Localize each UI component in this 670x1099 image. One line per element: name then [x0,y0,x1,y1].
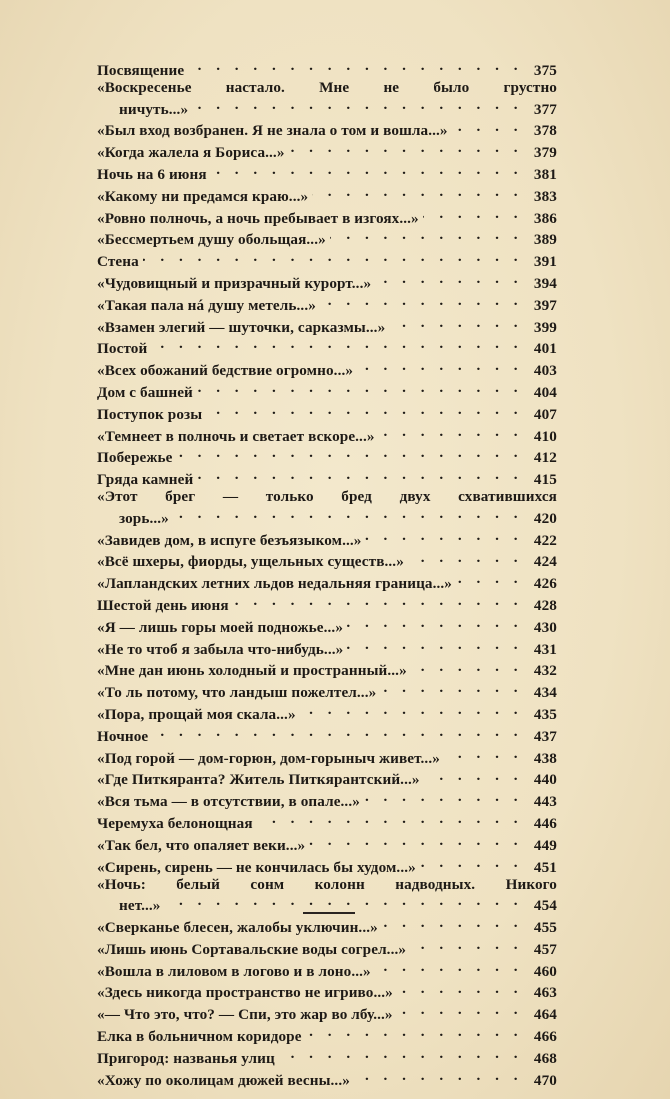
page-number: 440 [533,771,557,789]
entry-title: «Вошла в лиловом в логово и в лоно...» [97,962,371,980]
page-number: 375 [533,61,557,79]
entry-title: «То ль потому, что ландыш пожелтел...» [97,684,377,702]
entry-title: Черемуха белонощная [97,815,253,832]
leader-dots [143,249,523,266]
page-number: 407 [533,405,557,423]
entry-title: «Бессмертьем душу обольщая...» [97,231,326,249]
toc-entry [97,336,557,358]
page-number: 399 [533,318,557,336]
leader-dots [379,424,523,441]
entry-title: Поступок розы [97,405,203,423]
entry-title: Ночь на 6 июня [97,165,207,183]
toc-entry [97,615,557,637]
toc-entry [97,768,557,790]
page-number: 389 [533,231,557,249]
leader-dots [357,358,523,375]
toc-entry [97,937,557,959]
leader-dots [410,937,523,954]
entry-title: Дом с башней [97,383,193,401]
leader-dots [347,615,523,632]
leader-dots [375,959,523,976]
toc-entry [97,119,557,141]
entry-title: «Не то чтоб я забыла что-нибудь...» [97,640,344,658]
toc-entry [97,227,557,249]
entry-title: «Ночь: белый сонм колонн надводных. Никого [97,875,557,893]
toc-entry [97,702,557,724]
toc-entry [97,1046,557,1068]
toc-entry [97,489,557,528]
entry-title: «Темнеет в полночь и светает вскоре...» [97,427,375,445]
entry-title: «Пора, прощай моя скала...» [97,706,296,724]
leader-dots [197,380,523,397]
page-number: 432 [533,662,557,680]
leader-dots [312,184,523,201]
page-number: 397 [533,296,557,314]
page-number: 446 [533,815,557,832]
page-number: 378 [533,122,557,140]
page-number: 435 [533,706,557,724]
toc-entry [97,550,557,572]
page-number: 391 [533,253,557,271]
leader-dots [347,637,523,654]
toc-entry [97,680,557,702]
toc-entry [97,659,557,681]
leader-dots [411,659,523,676]
entry-title: нет...» [119,897,161,915]
leader-dots [423,206,523,223]
page-number: 434 [533,684,557,702]
leader-dots [444,746,523,763]
toc-entry [97,1068,557,1090]
toc-entry [97,959,557,981]
entry-title: «Воскресенье настало. Мне не было грустно [97,78,557,96]
leader-dots [389,315,523,332]
entry-title: «Хожу по околицам дюжей весны...» [97,1071,350,1089]
toc-entry [97,271,557,293]
end-rule-divider [303,912,355,914]
leader-dots [397,981,523,998]
leader-dots [408,550,523,567]
entry-title: «Здесь никогда пространство не игриво...» [97,984,393,1002]
leader-dots [320,293,523,310]
leader-dots [151,336,523,353]
entry-title: «Когда жалела я Бориса...» [97,144,285,162]
entry-title: «Чудовищный и призрачный курорт...» [97,274,372,292]
entry-title: Посвящение [97,61,185,79]
toc-entry [97,140,557,162]
page-number: 463 [533,984,557,1002]
entry-title: «Под горой — дом-горюн, дом-горыныч живет...» [97,749,440,767]
entry-title: зорь...» [119,509,169,527]
entry-title: «Вся тьма — в отсутствии, в опале...» [97,793,360,811]
toc-entry [97,293,557,315]
leader-dots [365,528,523,545]
entry-title: «Лишь июнь Сортавальские воды согрел...» [97,940,407,958]
page-number: 383 [533,187,557,205]
leader-dots [375,271,523,288]
entry-title: «— Что это, что? — Спи, это жар во лбу...» [97,1006,393,1024]
page-number: 420 [533,509,557,527]
toc-entry [97,315,557,337]
toc-entry [97,249,557,271]
page-number: 438 [533,749,557,767]
entry-title: «Всё шхеры, фиорды, ущельных существ...» [97,553,404,571]
toc-entry [97,358,557,380]
toc-entry [97,380,557,402]
page-number: 428 [533,597,557,615]
page-number: 426 [533,575,557,593]
page-number: 464 [533,1006,557,1024]
leader-dots [197,467,523,484]
toc-entry [97,162,557,184]
leader-dots [420,855,523,872]
leader-dots [165,893,524,910]
leader-dots [382,915,523,932]
entry-title: «Я — лишь горы моей подножье...» [97,618,344,636]
table-of-contents [97,58,557,1090]
page-number: 470 [533,1071,557,1089]
page-number: 457 [533,940,557,958]
entry-title: «Этот брег — только бред двух схватившихся [97,488,557,506]
leader-dots [380,680,523,697]
toc-entry [97,915,557,937]
leader-dots [330,227,523,244]
page-number: 415 [533,471,557,489]
entry-title: ничуть...» [119,100,189,118]
page-number: 386 [533,209,557,227]
page-number: 412 [533,449,557,467]
leader-dots [188,58,523,75]
entry-title: Шестой день июня [97,597,229,615]
leader-dots [456,571,523,588]
entry-title: Пригород: названья улиц [97,1049,275,1067]
page-number: 443 [533,793,557,811]
page-number: 394 [533,274,557,292]
leader-dots [173,506,523,523]
entry-title: «Ровно полночь, а ночь пребывает в изгоях...» [97,209,419,227]
leader-dots [176,445,523,462]
toc-entry [97,80,557,119]
toc-entry [97,724,557,746]
leader-dots [211,162,523,179]
toc-entry [97,1024,557,1046]
page-number: 451 [533,858,557,876]
page-number: 468 [533,1049,557,1067]
page-number: 466 [533,1028,557,1046]
page-number: 431 [533,640,557,658]
leader-dots [233,593,523,610]
entry-title: Побережье [97,449,173,467]
page-number: 430 [533,618,557,636]
entry-title: «Где Питкяранта? Житель Питкярантский...» [97,771,420,789]
toc-entry [97,184,557,206]
entry-title: «Какому ни предамся краю...» [97,187,309,205]
entry-title: «Такая пала нá душу метель...» [97,296,316,314]
toc-entry [97,746,557,768]
leader-dots [306,1024,523,1041]
toc-entry [97,811,557,833]
toc-entry [97,789,557,811]
leader-dots [152,724,523,741]
leader-dots [192,97,523,114]
page-number: 454 [533,897,557,915]
page-number: 410 [533,427,557,445]
entry-title: Постой [97,340,148,358]
leader-dots [397,1002,523,1019]
toc-entry [97,637,557,659]
leader-dots [364,789,523,806]
toc-entry [97,402,557,424]
page-number: 455 [533,919,557,937]
entry-title: «Был вход возбранен. Я не знала о том и вошла...» [97,122,448,140]
toc-entry [97,206,557,228]
leader-dots [257,811,523,828]
leader-dots [354,1068,523,1085]
toc-entry [97,571,557,593]
leader-dots [289,140,523,157]
toc-entry [97,58,557,80]
page-number: 449 [533,836,557,854]
toc-entry [97,528,557,550]
page-number: 403 [533,362,557,380]
toc-entry [97,445,557,467]
leader-dots [309,833,523,850]
toc-entry [97,424,557,446]
page-number: 401 [533,340,557,358]
page-number: 404 [533,383,557,401]
toc-entry [97,467,557,489]
toc-entry [97,593,557,615]
page-number: 437 [533,727,557,745]
page-number: 377 [533,100,557,118]
leader-dots [424,768,523,785]
page-number: 424 [533,553,557,571]
toc-entry [97,1002,557,1024]
entry-title: «Всех обожаний бедствие огромно...» [97,362,354,380]
leader-dots [206,402,523,419]
toc-entry [97,981,557,1003]
leader-dots [300,702,523,719]
entry-title: Елка в больничном коридоре [97,1028,302,1046]
entry-title: «Сверканье блесен, жалобы уключин...» [97,919,378,937]
page-number: 422 [533,531,557,549]
entry-title: «Взамен элегий — шуточки, сарказмы...» [97,318,386,336]
entry-title: «Так бел, что опаляет веки...» [97,836,306,854]
entry-title: Гряда камней [97,471,194,489]
entry-title: «Лапландских летних льдов недальняя граница...» [97,575,452,593]
leader-dots [279,1046,523,1063]
page-number: 381 [533,165,557,183]
entry-title: «Сирень, сирень — не кончилась бы худом...» [97,858,416,876]
page-number: 460 [533,962,557,980]
toc-entry [97,833,557,855]
toc-entry [97,855,557,877]
entry-title: «Завидев дом, в испуге безъязыком...» [97,531,362,549]
leader-dots [452,119,523,136]
entry-title: Ночное [97,727,149,745]
entry-title: «Мне дан июнь холодный и пространный...» [97,662,407,680]
entry-title: Стена [97,253,139,271]
page-number: 379 [533,144,557,162]
toc-entry [97,877,557,916]
